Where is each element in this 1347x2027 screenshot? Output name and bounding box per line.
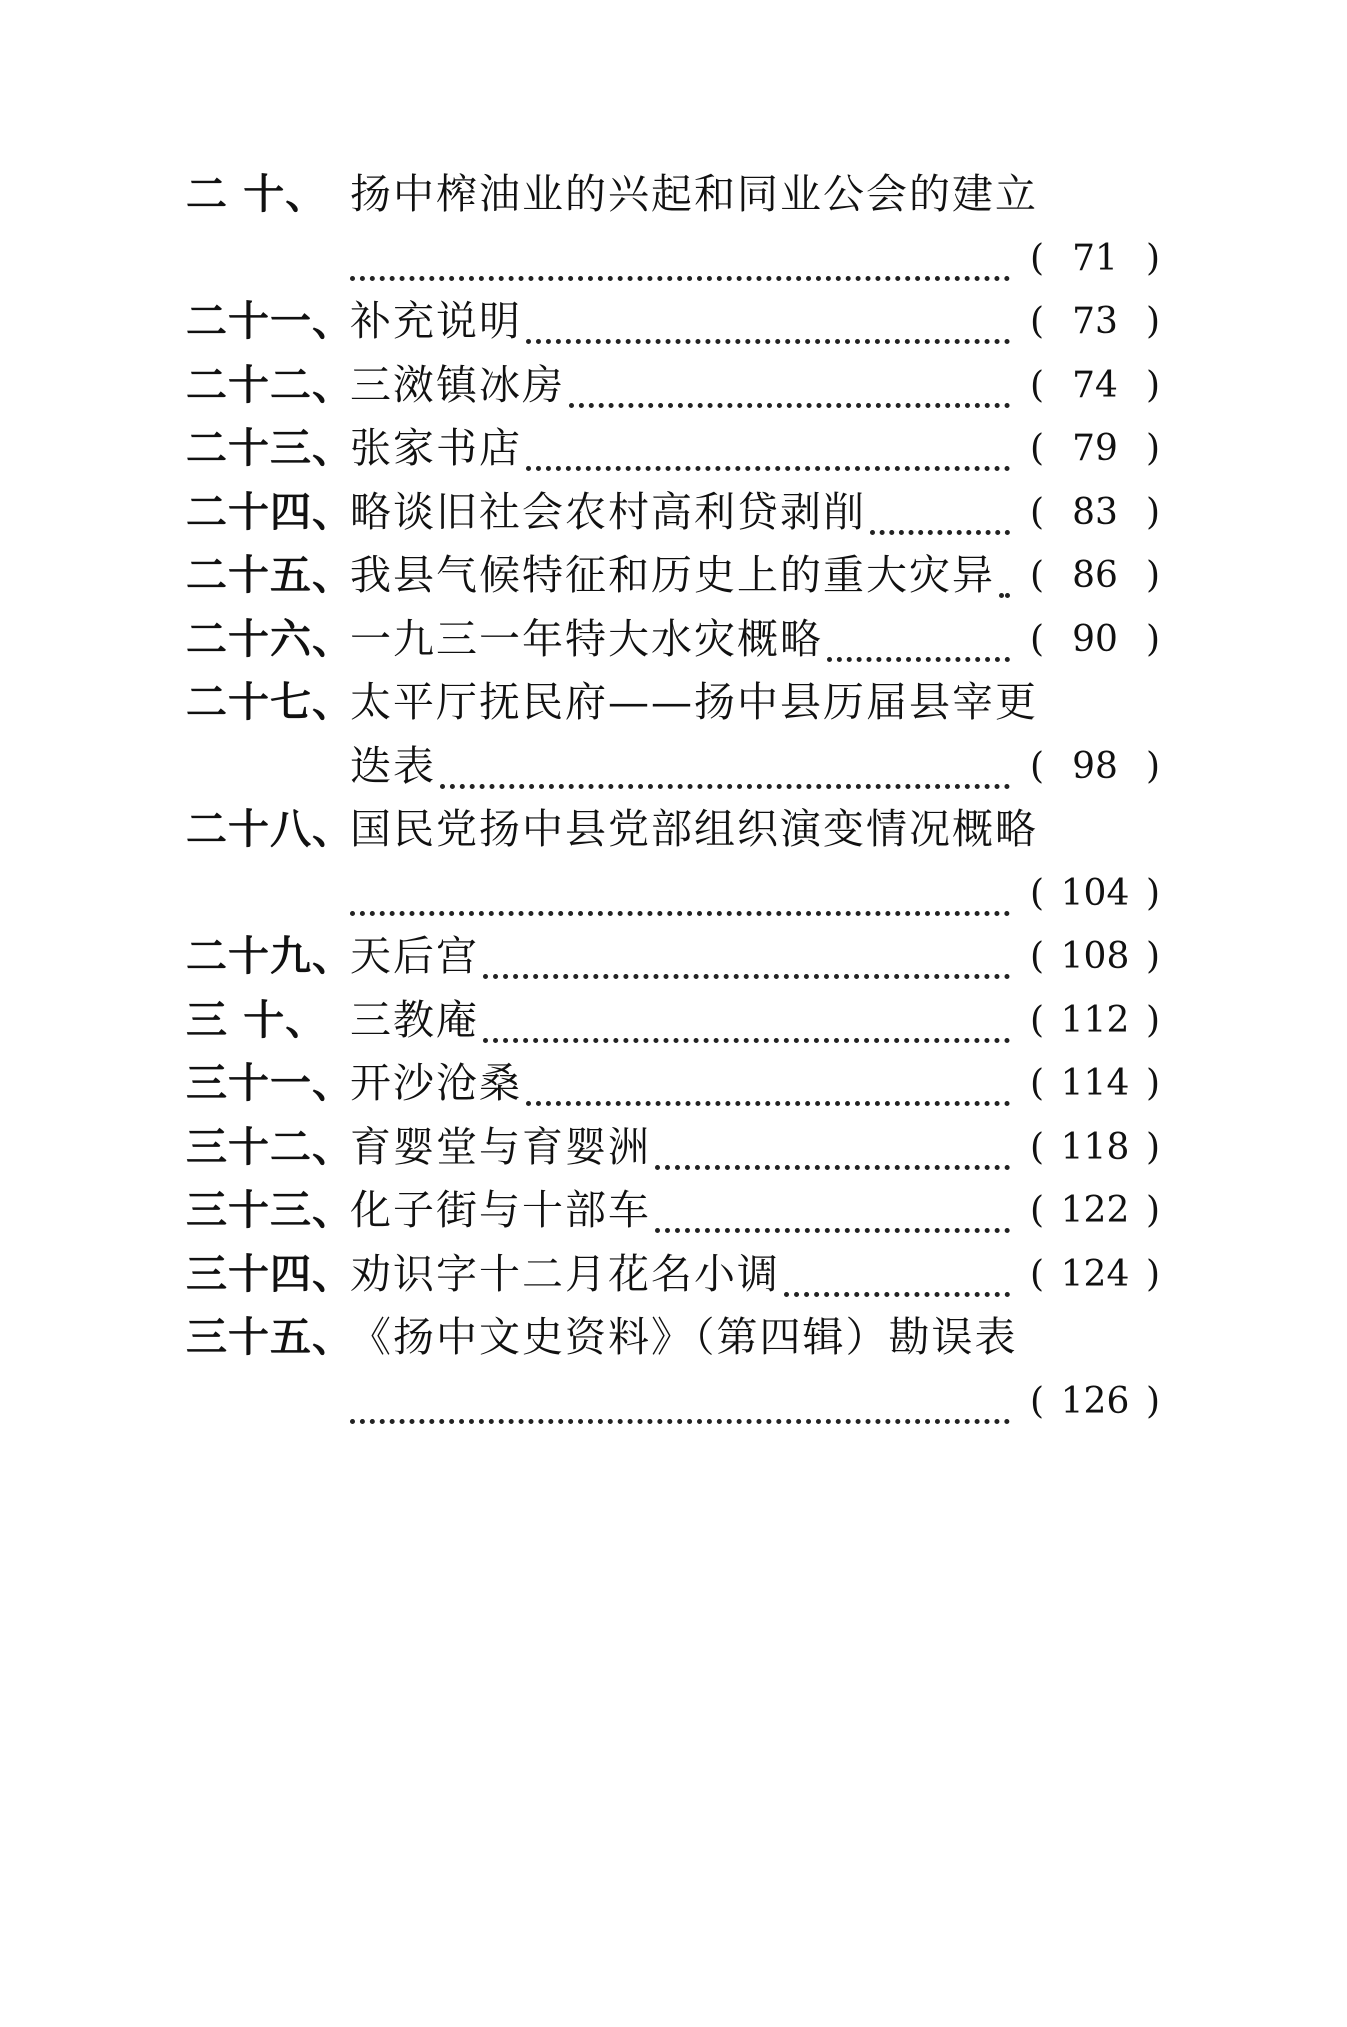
page-number-value: 74: [1072, 364, 1118, 406]
entry-title-continued: 迭表: [350, 741, 436, 790]
close-paren: ): [1145, 364, 1160, 406]
page-number-value: 98: [1072, 745, 1118, 787]
close-paren: ): [1145, 936, 1160, 977]
entry-number: 二十八、: [186, 805, 354, 853]
toc-entry[interactable]: [0, 1051, 1347, 1115]
entry-title: 补充说明: [350, 297, 522, 345]
page-number-value: 108: [1060, 936, 1130, 977]
open-paren: (: [1030, 1190, 1045, 1231]
close-paren: ): [1145, 1253, 1160, 1295]
leader-dots: [350, 236, 1010, 281]
toc-entry[interactable]: [0, 988, 1347, 1052]
toc-entry-continuation[interactable]: [0, 734, 1347, 798]
leader-dots: [870, 490, 1010, 535]
entry-number: 二十二、: [186, 360, 354, 409]
entry-title: 化子街与十部车: [350, 1186, 651, 1234]
entry-title: 《扬中文史资料》（第四辑）勘误表: [350, 1313, 1018, 1361]
open-paren: (: [1030, 555, 1045, 596]
toc-entry[interactable]: [0, 670, 1347, 734]
close-paren: ): [1145, 1126, 1160, 1168]
toc-entry-continuation[interactable]: [0, 861, 1347, 925]
entry-number: 三十五、: [186, 1313, 354, 1361]
entry-number: 二十七、: [186, 678, 354, 726]
toc-entry[interactable]: [0, 797, 1347, 861]
open-paren: (: [1030, 491, 1045, 533]
leader-dots: [526, 299, 1010, 344]
leader-dots: [655, 1125, 1010, 1170]
entry-number: 三 十、: [186, 995, 328, 1044]
entry-title: 扬中榨油业的兴起和同业公会的建立: [350, 170, 1038, 218]
open-paren: (: [1030, 301, 1045, 342]
leader-dots: [350, 1379, 1010, 1424]
open-paren: (: [1030, 1380, 1045, 1422]
entry-number: 二十一、: [186, 297, 354, 345]
entry-title: 三滧镇冰房: [350, 360, 565, 409]
page-number-value: 126: [1060, 1380, 1130, 1422]
close-paren: ): [1145, 745, 1160, 787]
entry-title: 张家书店: [350, 424, 522, 472]
page-number-value: 71: [1072, 237, 1118, 279]
toc-entry[interactable]: [0, 353, 1347, 417]
entry-number: 二十三、: [186, 424, 354, 472]
entry-number: 三十四、: [186, 1249, 354, 1298]
close-paren: ): [1145, 1380, 1160, 1422]
entry-title: 太平厅抚民府——扬中县历届县宰更: [350, 678, 1038, 726]
toc-entry[interactable]: [0, 1305, 1347, 1369]
entry-title: 育婴堂与育婴洲: [350, 1122, 651, 1171]
close-paren: ): [1145, 491, 1160, 533]
close-paren: ): [1145, 618, 1160, 660]
entry-title: 国民党扬中县党部组织演变情况概略: [350, 805, 1038, 853]
page-number-value: 118: [1060, 1126, 1130, 1168]
page-number-value: 124: [1060, 1253, 1130, 1295]
close-paren: ): [1145, 555, 1160, 596]
close-paren: ): [1145, 237, 1160, 279]
toc-entry[interactable]: [0, 1115, 1347, 1179]
page-number-value: 83: [1072, 491, 1118, 533]
open-paren: (: [1030, 1126, 1045, 1168]
entry-title: 略谈旧社会农村高利贷剥削: [350, 487, 866, 536]
page-number-value: 79: [1072, 428, 1118, 469]
entry-title: 我县气候特征和历史上的重大灾异: [350, 551, 995, 599]
open-paren: (: [1030, 1063, 1045, 1104]
close-paren: ): [1145, 301, 1160, 342]
leader-dots: [784, 1252, 1010, 1297]
toc-entry-continuation[interactable]: [0, 226, 1347, 290]
open-paren: (: [1030, 872, 1045, 914]
open-paren: (: [1030, 364, 1045, 406]
entry-number: 二十六、: [186, 614, 354, 663]
leader-dots: [483, 998, 1010, 1043]
entry-number: 三十三、: [186, 1186, 354, 1234]
toc-entry[interactable]: [0, 1242, 1347, 1306]
close-paren: ): [1145, 428, 1160, 469]
open-paren: (: [1030, 428, 1045, 469]
entry-title: 三教庵: [350, 995, 479, 1044]
toc-entry[interactable]: [0, 162, 1347, 226]
leader-dots: [440, 744, 1010, 789]
leader-dots: [569, 363, 1010, 408]
page-number-value: 90: [1072, 618, 1118, 660]
leader-dots: [655, 1188, 1010, 1233]
close-paren: ): [1145, 999, 1160, 1041]
open-paren: (: [1030, 618, 1045, 660]
toc-entry[interactable]: [0, 289, 1347, 353]
leader-dots: [827, 617, 1010, 662]
entry-title: 开沙沧桑: [350, 1059, 522, 1107]
leader-dots: [350, 871, 1010, 916]
entry-number: 二十四、: [186, 487, 354, 536]
entry-title: 劝识字十二月花名小调: [350, 1249, 780, 1298]
toc-entry[interactable]: [0, 1178, 1347, 1242]
page-number-value: 86: [1072, 555, 1118, 596]
open-paren: (: [1030, 936, 1045, 977]
leader-dots: [526, 1061, 1010, 1106]
close-paren: ): [1145, 872, 1160, 914]
open-paren: (: [1030, 745, 1045, 787]
page-number-value: 112: [1060, 999, 1130, 1041]
page-number-value: 73: [1072, 301, 1118, 342]
entry-number: 三十二、: [186, 1122, 354, 1171]
toc-entry[interactable]: [0, 416, 1347, 480]
entry-number: 二十九、: [186, 932, 354, 980]
entry-number: 二十五、: [186, 551, 354, 599]
leader-dots: [483, 934, 1010, 979]
entry-number: 三十一、: [186, 1059, 354, 1107]
leader-dots: [526, 426, 1010, 471]
toc-entry-continuation[interactable]: [0, 1369, 1347, 1433]
leader-dots: [999, 553, 1010, 598]
open-paren: (: [1030, 1253, 1045, 1295]
close-paren: ): [1145, 1190, 1160, 1231]
close-paren: ): [1145, 1063, 1160, 1104]
open-paren: (: [1030, 999, 1045, 1041]
page-number-value: 104: [1060, 872, 1130, 914]
entry-number: 二 十、: [186, 170, 328, 218]
toc-entry[interactable]: [0, 924, 1347, 988]
toc-entry[interactable]: [0, 543, 1347, 607]
toc-entry[interactable]: [0, 480, 1347, 544]
toc-entry[interactable]: [0, 607, 1347, 671]
page-number-value: 114: [1060, 1063, 1130, 1104]
open-paren: (: [1030, 237, 1045, 279]
entry-title: 一九三一年特大水灾概略: [350, 614, 823, 663]
page-number-value: 122: [1060, 1190, 1130, 1231]
entry-title: 天后宫: [350, 932, 479, 980]
